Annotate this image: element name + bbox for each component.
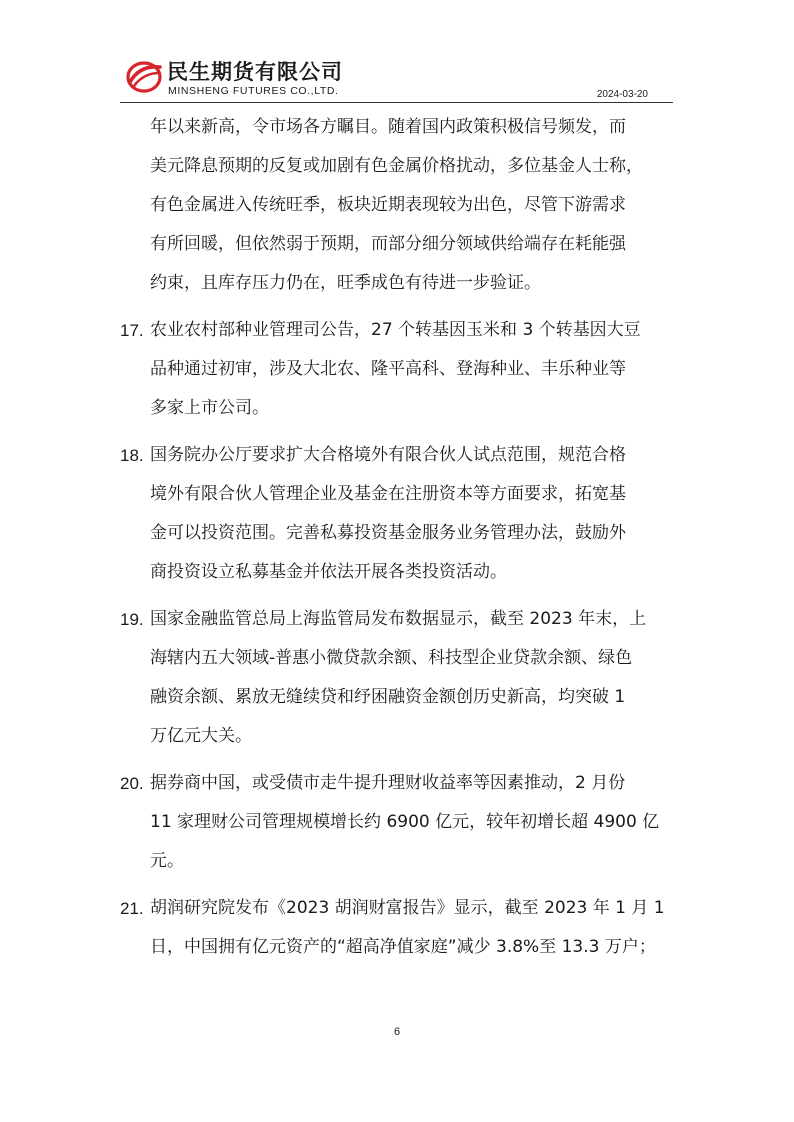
paragraph-line: 万亿元大关。 — [150, 726, 252, 746]
page-header — [0, 0, 794, 110]
paragraph-line: 境外有限合伙人管理企业及基金在注册资本等方面要求，拓宽基 — [150, 484, 626, 504]
paragraph-line: 金可以投资范围。完善私募投资基金服务业务管理办法，鼓励外 — [150, 523, 626, 543]
paragraph-line: 国家金融监管总局上海监管局发布数据显示，截至 2023 年末，上 — [150, 609, 647, 629]
news-item-19 — [120, 600, 680, 756]
item-number: 19. — [120, 610, 144, 629]
paragraph-line: 约束，且库存压力仍在，旺季成色有待进一步验证。 — [150, 273, 541, 293]
report-date: 2024-03-20 — [596, 89, 648, 100]
paragraph-line: 11 家理财公司管理规模增长约 6900 亿元，较年初增长超 4900 亿 — [150, 812, 660, 832]
page-number: 6 — [393, 1026, 401, 1038]
company-name-cn: 民生期货有限公司 — [167, 60, 343, 84]
paragraph-line: 多家上市公司。 — [150, 398, 269, 418]
news-item-17 — [120, 311, 680, 428]
paragraph-line: 日，中国拥有亿元资产的“超高净值家庭”减少 3.8%至 13.3 万户； — [150, 937, 656, 957]
paragraph-line: 年以来新高，令市场各方瞩目。随着国内政策积极信号频发，而 — [150, 117, 626, 137]
document-body — [120, 108, 680, 975]
paragraph-line: 海辖内五大领域-普惠小微贷款余额、科技型企业贷款余额、绿色 — [150, 648, 633, 668]
company-name-en: MINSHENG FUTURES CO.,LTD. — [168, 85, 339, 97]
item-number: 18. — [120, 446, 144, 465]
item-number: 17. — [120, 321, 144, 340]
paragraph-line: 有色金属进入传统旺季，板块近期表现较为出色，尽管下游需求 — [150, 195, 626, 215]
paragraph-continued — [120, 108, 680, 303]
paragraph-line: 胡润研究院发布《2023 胡润财富报告》显示，截至 2023 年 1 月 1 — [150, 898, 665, 918]
paragraph-line: 美元降息预期的反复或加剧有色金属价格扰动，多位基金人士称， — [150, 156, 643, 176]
paragraph-line: 有所回暖，但依然弱于预期，而部分细分领域供给端存在耗能强 — [150, 234, 626, 254]
paragraph-line: 元。 — [150, 851, 184, 871]
paragraph-line: 国务院办公厅要求扩大合格境外有限合伙人试点范围，规范合格 — [150, 445, 626, 465]
minsheng-logo-icon — [126, 58, 162, 94]
paragraph-line: 农业农村部种业管理司公告，27 个转基因玉米和 3 个转基因大豆 — [150, 320, 641, 340]
item-number: 20. — [120, 774, 144, 793]
paragraph-line: 商投资设立私募基金并依法开展各类投资活动。 — [150, 562, 507, 582]
news-item-20 — [120, 764, 680, 881]
news-item-18 — [120, 436, 680, 592]
paragraph-line: 据券商中国，或受债市走牛提升理财收益率等因素推动，2 月份 — [150, 773, 626, 793]
news-item-21 — [120, 889, 680, 967]
paragraph-line: 融资余额、累放无缝续贷和纾困融资金额创历史新高，均突破 1 — [150, 687, 626, 707]
paragraph-line: 品种通过初审，涉及大北农、隆平高科、登海种业、丰乐种业等 — [150, 359, 626, 379]
item-number: 21. — [120, 899, 144, 918]
header-divider — [120, 102, 673, 103]
